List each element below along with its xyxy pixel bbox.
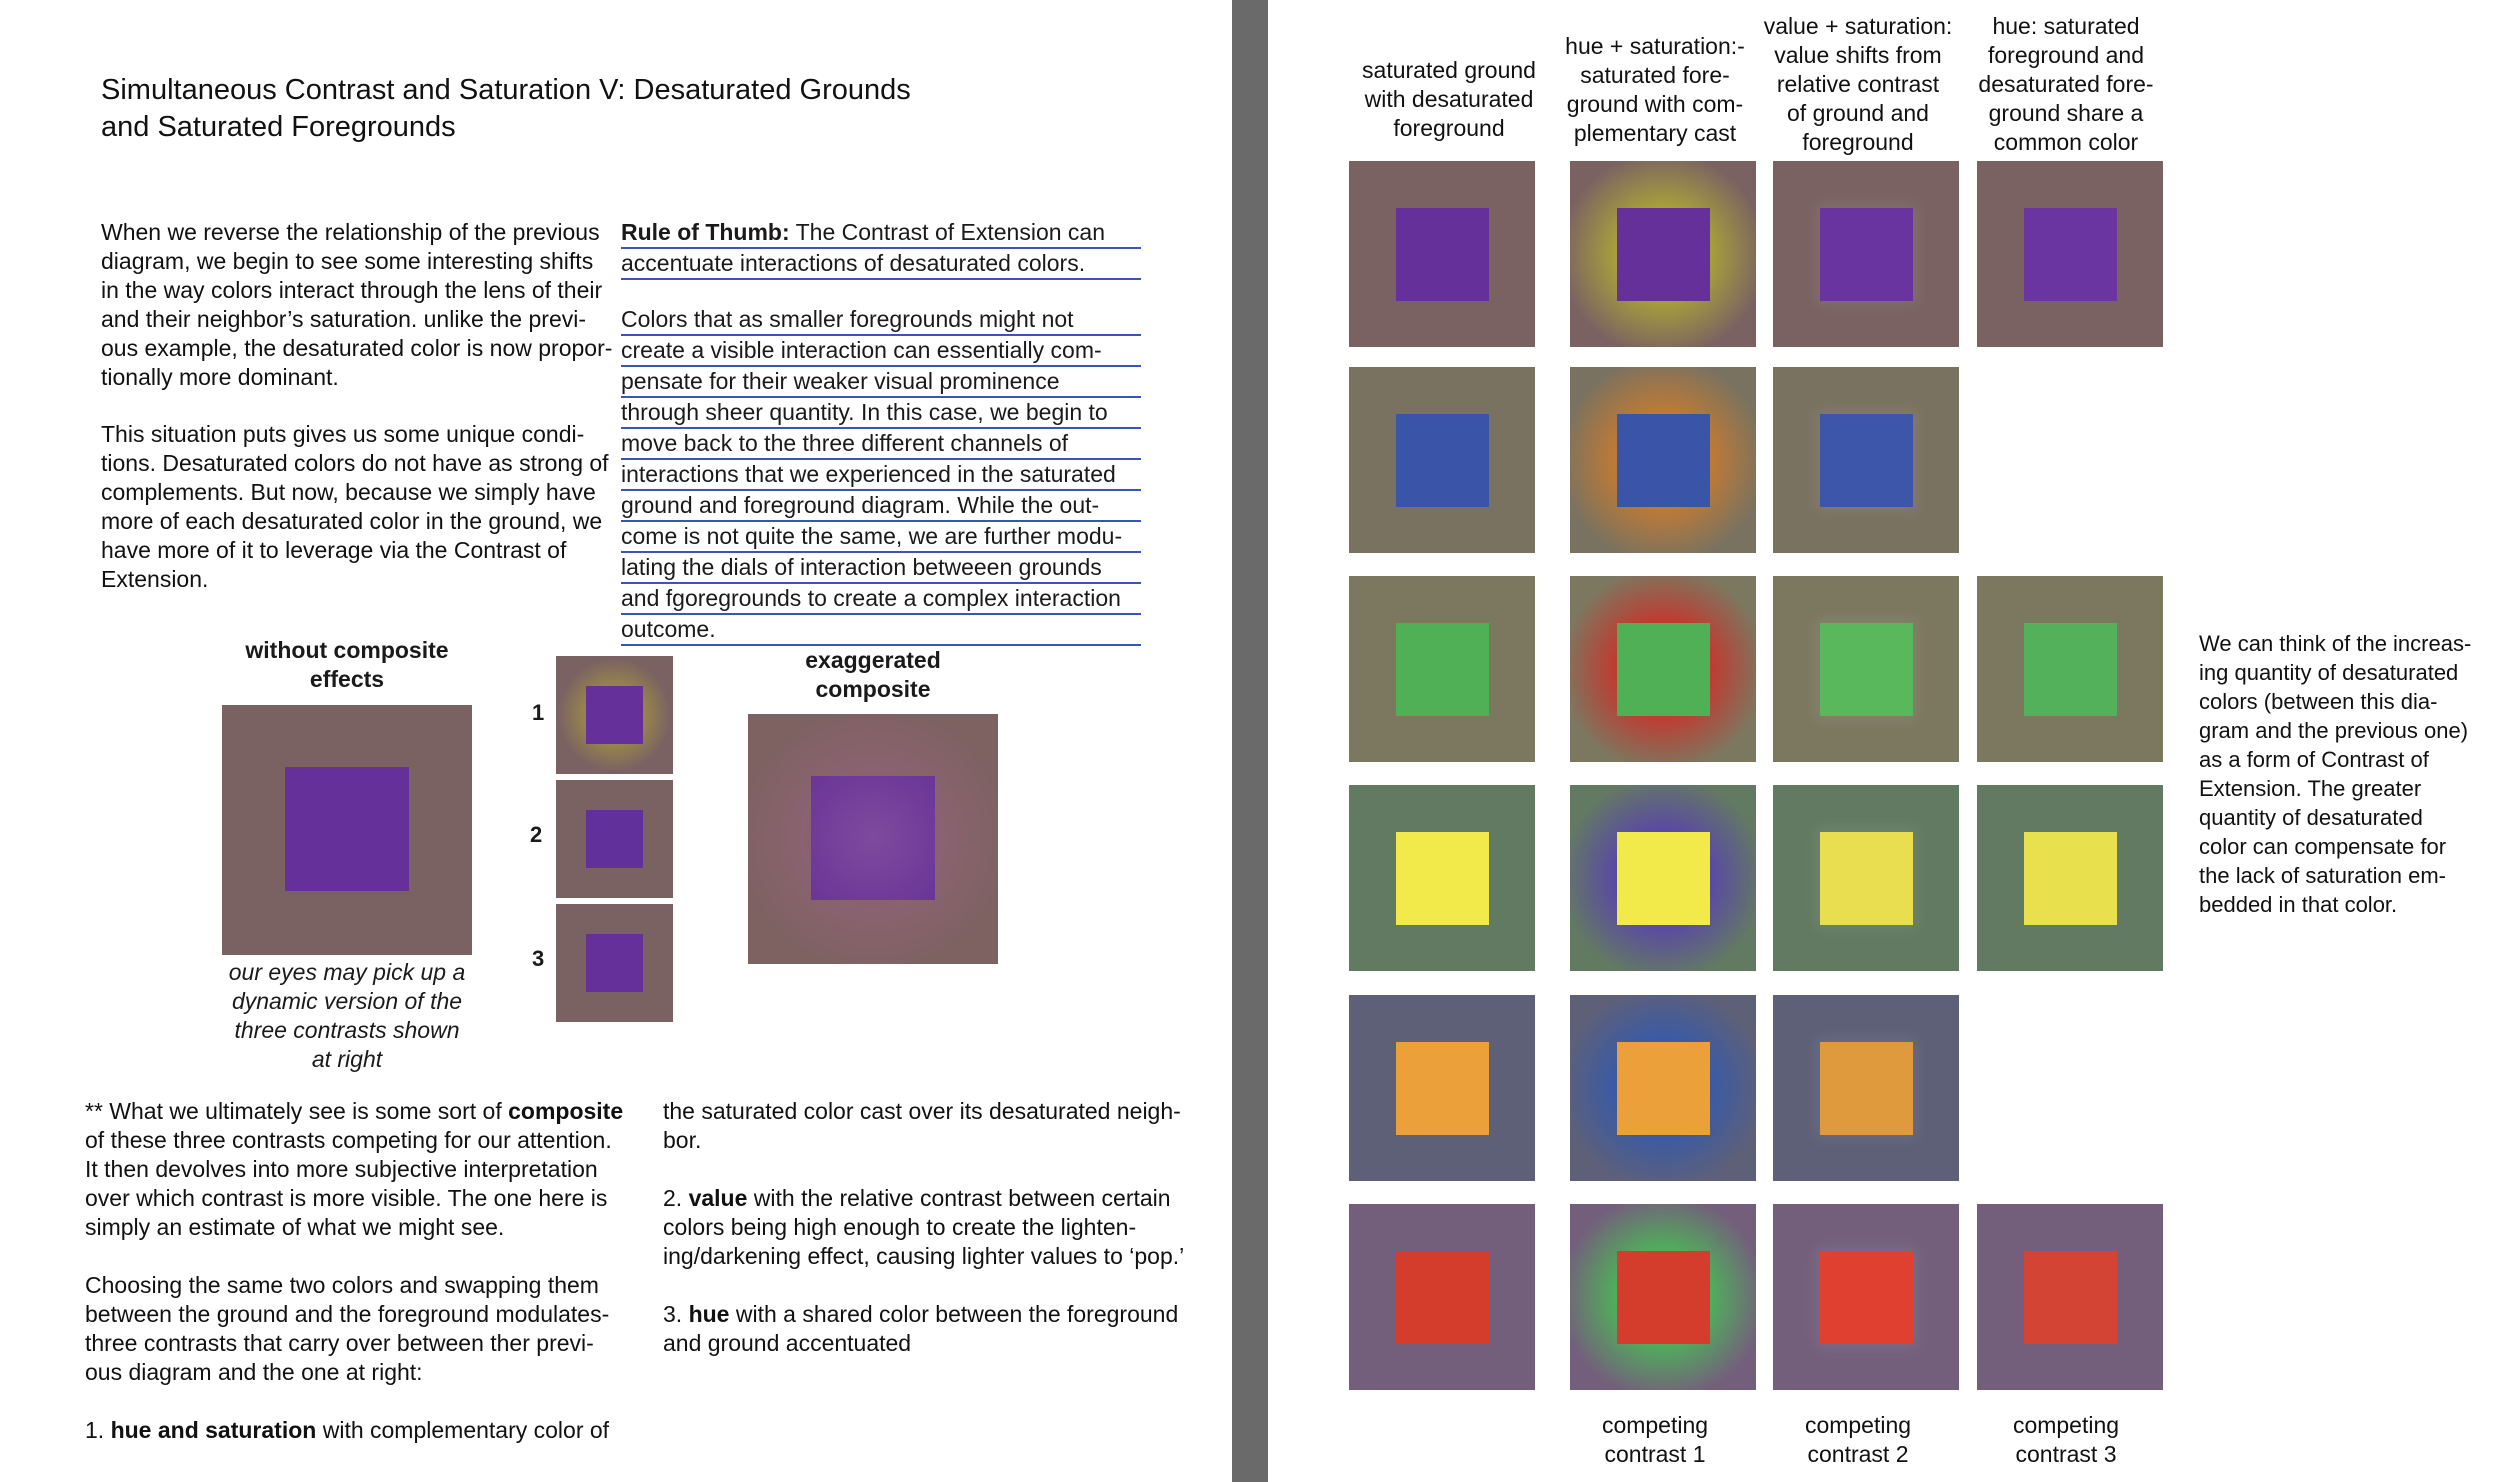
caption-line: dynamic version of the: [231, 988, 463, 1014]
hue-saturation-swatch: [1570, 576, 1756, 762]
footer-competing-contrast-2: [1753, 1411, 1963, 1469]
column-header-line: plementary cast: [1573, 120, 1737, 146]
foreground-square: [2024, 623, 2117, 716]
bottom-left-text: ** What we ultimately see is some sort of composite of these three contrasts competing for our attention. It then devolves into more subjective interpretation over which contrast is more visible. The one here is simply an estimate of what we might see. Choosing the same two colors and swapping them between the ground and the foreground modulates- three contrasts that carry over between ther previ- ous diagram and the one at right: 1. hue and saturation with complementary color of: [85, 1097, 645, 1445]
value-saturation-swatch: [1773, 367, 1959, 553]
purple-square: [285, 767, 409, 891]
text-line: ous example, the desaturated color is now propor-: [101, 335, 613, 361]
ground-swatch: [1349, 785, 1535, 971]
mini-swatch-3: [556, 904, 673, 1022]
text-line: three contrasts that carry over between ther previ-: [85, 1330, 594, 1356]
text-line: diagram, we begin to see some interesting shifts: [101, 248, 594, 274]
shared-hue-swatch: [1977, 161, 2163, 347]
foreground-square: [1396, 832, 1489, 925]
text-line: over which contrast is more visible. The one here is: [85, 1185, 608, 1211]
link-line: create a visible interaction can essentially com-: [621, 336, 1141, 367]
ground-swatch: [1349, 161, 1535, 347]
value-saturation-swatch: [1773, 995, 1959, 1181]
text-line: colors being high enough to create the lighten-: [663, 1214, 1137, 1240]
foreground-square: [1396, 1042, 1489, 1135]
foreground-square: [1396, 208, 1489, 301]
text-line: have more of it to leverage via the Contrast of: [101, 537, 567, 563]
hue-saturation-swatch: [1570, 995, 1756, 1181]
page-title: Simultaneous Contrast and Saturation V: Desaturated Grounds and Saturated Foregrounds: [101, 74, 911, 143]
column-header-line: ground share a: [1988, 100, 2144, 126]
column-header-3: [1753, 12, 1963, 157]
text-line: more of each desaturated color in the ground, we: [101, 508, 603, 534]
value-saturation-swatch: [1773, 785, 1959, 971]
footer-line: contrast 2: [1807, 1441, 1909, 1467]
shared-hue-swatch: [1977, 1204, 2163, 1390]
foreground-square: [1617, 208, 1710, 301]
footer-line: competing: [1804, 1412, 1912, 1438]
link-line: through sheer quantity. In this case, we begin to: [621, 398, 1141, 429]
hue-saturation-swatch: [1570, 161, 1756, 347]
column-header-line: foreground: [1802, 129, 1914, 155]
text-line: bor.: [663, 1127, 702, 1153]
side-note: [2199, 629, 2499, 919]
column-header-line: desaturated fore-: [1978, 71, 2154, 97]
value-saturation-swatch: [1773, 576, 1959, 762]
foreground-square: [1820, 208, 1913, 301]
text-line: Extension.: [101, 566, 209, 592]
hue-saturation-swatch: [1570, 1204, 1756, 1390]
column-header-2: [1550, 32, 1760, 148]
without-composite-caption: [212, 958, 482, 1074]
text-line: complements. But now, because we simply have: [101, 479, 596, 505]
mini-swatch-1: [556, 656, 673, 774]
footer-line: contrast 3: [2015, 1441, 2117, 1467]
side-note-line: as a form of Contrast of: [2199, 747, 2429, 772]
hue-saturation-swatch: [1570, 367, 1756, 553]
text-line: tions. Desaturated colors do not have as strong of: [101, 450, 609, 476]
ground-swatch: [1349, 367, 1535, 553]
side-note-line: gram and the previous one): [2199, 718, 2469, 743]
bottom-right-text: the saturated color cast over its desaturated neigh- bor. 2. value with the relative contrast between certain colors being high enough to create the lighten- ing/darkening effect, causing lighter values to ‘pop.’ 3. hue with a shared color between the foreground and ground accentuated: [663, 1097, 1223, 1358]
column-header-line: foreground and: [1987, 42, 2144, 68]
column-header-line: ground with com-: [1566, 91, 1744, 117]
foreground-square: [1617, 1251, 1710, 1344]
foreground-square: [1617, 623, 1710, 716]
mini-number-2: 2: [530, 822, 543, 847]
shared-hue-swatch: [1977, 785, 2163, 971]
link-line: ground and foreground diagram. While the out-: [621, 491, 1141, 522]
column-header-line: value shifts from: [1774, 42, 1942, 68]
text-line: Choosing the same two colors and swapping them: [85, 1272, 599, 1298]
column-header-line: saturated fore-: [1580, 62, 1730, 88]
text-line: in the way colors interact through the lens of their: [101, 277, 603, 303]
text-line: between the ground and the foreground modulates-: [85, 1301, 610, 1327]
purple-square: [586, 934, 643, 992]
mini-number-3: 3: [532, 946, 545, 971]
foreground-square: [1617, 1042, 1710, 1135]
purple-square: [811, 776, 935, 900]
link-line: lating the dials of interaction betweeen grounds: [621, 553, 1141, 584]
side-note-line: quantity of desaturated: [2199, 805, 2423, 830]
link-line: move back to the three different channels of: [621, 429, 1141, 460]
column-header-line: foreground: [1393, 115, 1505, 141]
link-line: outcome.: [621, 615, 1141, 646]
page-gutter: [1232, 0, 1268, 1482]
footer-line: competing: [2012, 1412, 2120, 1438]
text-line: ous diagram and the one at right:: [85, 1359, 423, 1385]
foreground-square: [2024, 832, 2117, 925]
side-note-line: bedded in that color.: [2199, 892, 2398, 917]
text-line: ing/darkening effect, causing lighter values to ‘pop.’: [663, 1243, 1185, 1269]
mini-swatch-2: [556, 780, 673, 898]
caption-line: at right: [311, 1046, 383, 1072]
side-note-line: Extension. The greater: [2199, 776, 2422, 801]
ground-swatch: [1349, 576, 1535, 762]
text-line: When we reverse the relationship of the previous: [101, 219, 600, 245]
text-line: It then devolves into more subjective interpretation: [85, 1156, 598, 1182]
column-header-line: relative contrast: [1776, 71, 1940, 97]
column-header-line: hue: saturated: [1992, 13, 2140, 39]
intro-paragraph-1: [101, 218, 621, 392]
ground-swatch: [1349, 995, 1535, 1181]
side-note-line: the lack of saturation em-: [2199, 863, 2447, 888]
text-line: the saturated color cast over its desaturated neigh-: [663, 1098, 1181, 1124]
footer-competing-contrast-3: [1961, 1411, 2171, 1469]
foreground-square: [1396, 414, 1489, 507]
caption-line: three contrasts shown: [234, 1017, 460, 1043]
purple-square: [586, 686, 643, 744]
ground-swatch: [1349, 1204, 1535, 1390]
foreground-square: [1820, 623, 1913, 716]
text-line: of these three contrasts competing for our attention.: [85, 1127, 612, 1153]
left-page: [0, 0, 1232, 1482]
rule-of-thumb: Rule of Thumb: The Contrast of Extension can accentuate interactions of desaturated colors.: [621, 218, 1141, 280]
column-header-line: value + saturation:: [1763, 13, 1953, 39]
text-line: simply an estimate of what we might see.: [85, 1214, 505, 1240]
column-header-line: common color: [1993, 129, 2139, 155]
link-line: and fgoregrounds to create a complex interaction: [621, 584, 1141, 615]
column-header-line: of ground and: [1787, 100, 1929, 126]
column-header-line: hue + saturation:-: [1565, 33, 1745, 59]
foreground-square: [1617, 414, 1710, 507]
text-line: and their neighbor’s saturation. unlike the previ-: [101, 306, 586, 332]
text-line: tionally more dominant.: [101, 364, 339, 390]
foreground-square: [2024, 208, 2117, 301]
foreground-square: [1820, 1251, 1913, 1344]
purple-square: [586, 810, 643, 868]
right-page: [1268, 0, 2500, 1482]
side-note-line: color can compensate for: [2199, 834, 2447, 859]
footer-line: contrast 1: [1604, 1441, 1706, 1467]
without-composite-label: without composite effects: [245, 637, 449, 692]
link-paragraph: [621, 305, 1141, 646]
foreground-square: [1396, 1251, 1489, 1344]
side-note-line: ing quantity of desaturated: [2199, 660, 2459, 685]
value-saturation-swatch: [1773, 161, 1959, 347]
foreground-square: [1820, 832, 1913, 925]
column-header-1: [1349, 56, 1549, 143]
column-header-line: saturated ground: [1362, 57, 1536, 83]
link-line: come is not quite the same, we are further modu-: [621, 522, 1141, 553]
foreground-square: [1396, 623, 1489, 716]
shared-hue-swatch: [1977, 576, 2163, 762]
foreground-square: [2024, 1251, 2117, 1344]
foreground-square: [1617, 832, 1710, 925]
exaggerated-composite-swatch: [748, 714, 998, 964]
link-line: interactions that we experienced in the saturated: [621, 460, 1141, 491]
text-line: and ground accentuated: [663, 1330, 912, 1356]
column-header-line: with desaturated: [1364, 86, 1534, 112]
without-composite-swatch: [222, 705, 472, 955]
column-header-4: [1961, 12, 2171, 157]
text-line: This situation puts gives us some unique condi-: [101, 421, 585, 447]
value-saturation-swatch: [1773, 1204, 1959, 1390]
footer-competing-contrast-1: [1550, 1411, 1760, 1469]
side-note-line: We can think of the increas-: [2199, 631, 2472, 656]
exaggerated-composite-label: exaggerated composite: [805, 647, 941, 702]
foreground-square: [1820, 414, 1913, 507]
foreground-square: [1820, 1042, 1913, 1135]
mini-number-1: 1: [532, 700, 545, 725]
footer-line: competing: [1601, 1412, 1709, 1438]
side-note-line: colors (between this dia-: [2199, 689, 2438, 714]
caption-line: our eyes may pick up a: [228, 959, 466, 985]
link-line: Colors that as smaller foregrounds might not: [621, 305, 1141, 336]
intro-paragraph-2: [101, 420, 621, 594]
link-line: pensate for their weaker visual prominence: [621, 367, 1141, 398]
hue-saturation-swatch: [1570, 785, 1756, 971]
